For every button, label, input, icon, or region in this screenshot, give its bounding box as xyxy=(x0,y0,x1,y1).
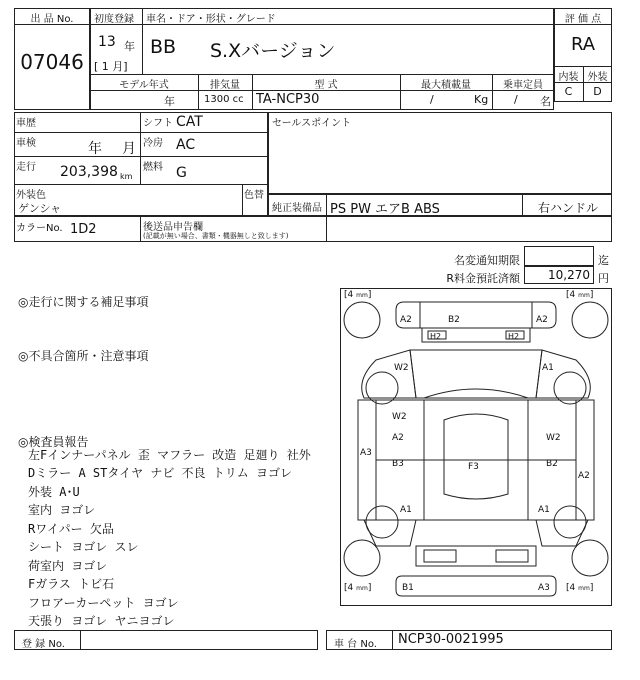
inspector-line: Rワイパー 欠品 xyxy=(28,522,114,536)
model-type: TA-NCP30 xyxy=(256,92,320,107)
mark-rocker-right: A2 xyxy=(578,471,590,481)
name-change-notice-box xyxy=(524,246,594,266)
mark-front-bumper-right: A2 xyxy=(536,315,548,325)
inspector-line: シート ヨゴレ スレ xyxy=(28,540,139,554)
overall-score: RA xyxy=(570,34,596,55)
mark-headlight-left: H2 xyxy=(430,332,442,341)
history-label: 車歴 xyxy=(16,118,36,129)
tire-rear-left-depth: [4 mm] xyxy=(344,583,372,593)
inspector-line: Dミラー A STタイヤ ナビ 不良 トリム ヨゴレ xyxy=(28,466,293,480)
displacement-label: 排気量 xyxy=(210,80,240,91)
mark-door-left-upper: A2 xyxy=(392,433,404,443)
equipment-label: 純正装備品 xyxy=(272,203,322,214)
recycle-fee: 10,270 xyxy=(548,268,590,282)
inspector-report-label: ◎検査員報告 xyxy=(18,435,89,449)
recycle-fee-label: R料金預託済額 xyxy=(446,272,520,285)
mark-headlight-right: H2 xyxy=(508,332,520,341)
car-damage-diagram xyxy=(340,288,612,606)
chassis-number-label: 車 台 No. xyxy=(334,639,377,650)
fuel-label: 燃料 xyxy=(143,162,163,173)
tire-rear-right-depth: [4 mm] xyxy=(566,583,594,593)
aftermarket-label: 後送品申告欄 xyxy=(143,222,203,233)
max-load-unit: Kg xyxy=(474,93,489,106)
inspection-label: 車検 xyxy=(16,138,36,149)
color-number: 1D2 xyxy=(70,222,97,237)
inspector-line: 外装 A･U xyxy=(28,485,80,499)
registration-month: [ 1 月] xyxy=(94,60,128,73)
mark-rear-bumper-left: B1 xyxy=(402,583,414,593)
capacity: / xyxy=(514,93,518,106)
inspector-line: Fガラス トビ石 xyxy=(28,577,115,591)
car-grade: S.Xバージョン xyxy=(210,40,336,62)
recycle-fee-unit: 円 xyxy=(598,272,609,285)
mark-quarter-left: A1 xyxy=(400,505,412,515)
mileage: 203,398 xyxy=(60,164,118,180)
inspector-line: フロアーカーペット ヨゴレ xyxy=(28,596,179,610)
mark-roof: F3 xyxy=(468,462,479,472)
name-change-notice-unit: 迄 xyxy=(598,254,609,267)
inspection-year: 年 xyxy=(88,141,102,157)
mark-door-left-lower: B3 xyxy=(392,459,404,469)
score-label: 評 価 点 xyxy=(564,14,602,25)
interior-score: C xyxy=(564,85,573,98)
model-year-label: モデル年式 xyxy=(119,80,169,91)
equipment: PS PW エアB ABS xyxy=(330,202,440,217)
inspector-line: 室内 ヨゴレ xyxy=(28,503,96,517)
mark-fender-right: A1 xyxy=(542,363,554,373)
running-notes-label: ◎走行に関する補足事項 xyxy=(18,295,149,309)
exterior-score: D xyxy=(593,85,602,98)
shift: CAT xyxy=(176,114,203,130)
color-number-box xyxy=(14,216,612,242)
fuel: G xyxy=(176,165,187,181)
sales-point-label: セールスポイント xyxy=(272,118,352,129)
aircon-label: 冷房 xyxy=(143,138,163,149)
body-color: ゲンシャ xyxy=(18,202,62,215)
chassis-number: NCP30-0021995 xyxy=(398,632,504,647)
mark-front-bumper-left: A2 xyxy=(400,315,412,325)
type-label: 型 式 xyxy=(314,80,338,91)
mark-rear-bumper-right: A3 xyxy=(538,583,550,593)
name-change-notice-label: 名変通知期限 xyxy=(454,254,520,267)
color-number-label: カラーNo. xyxy=(16,223,63,234)
color-change-label: 色替 xyxy=(244,190,264,201)
inspector-line: 左Fインナーパネル 歪 マフラー 改造 足廻り 社外 xyxy=(28,448,311,462)
mileage-unit: km xyxy=(120,172,133,181)
mark-quarter-right: A1 xyxy=(538,505,550,515)
mark-front-bumper-mid: B2 xyxy=(448,315,460,325)
lot-number: 07046 xyxy=(20,50,84,74)
mark-rocker-left: A3 xyxy=(360,448,372,458)
inspector-line: 天張り ヨゴレ ヤニヨゴレ xyxy=(28,614,175,628)
model-year-unit: 年 xyxy=(164,95,175,108)
registration-year: 13 xyxy=(98,34,116,50)
max-load-label: 最大積載量 xyxy=(421,80,471,91)
max-load: / xyxy=(430,93,434,106)
steering: 右ハンドル xyxy=(538,201,599,215)
aftermarket-note: (記載が無い場合、書類・機器無しと致します) xyxy=(143,232,289,240)
displacement: 1300 cc xyxy=(204,94,244,105)
tire-front-left xyxy=(344,302,380,338)
mark-door-right-upper: W2 xyxy=(546,433,561,443)
tire-rear-left xyxy=(344,540,380,576)
tire-rear-right xyxy=(572,540,608,576)
tire-front-left-depth: [4 mm] xyxy=(344,290,372,300)
inspection-month: 月 xyxy=(122,141,136,157)
capacity-unit: 名 xyxy=(540,95,551,108)
registration-year-unit: 年 xyxy=(124,40,135,53)
interior-label: 内装 xyxy=(558,72,579,83)
defects-label: ◎不具合箇所・注意事項 xyxy=(18,349,149,363)
registration-number-label: 登 録 No. xyxy=(22,639,65,650)
body-color-label: 外装色 xyxy=(16,190,46,201)
mark-door-right-lower: B2 xyxy=(546,459,558,469)
shift-label: シフト xyxy=(143,118,173,129)
mark-pillar-left: W2 xyxy=(392,412,407,422)
model-label: 車名・ドア・形状・グレード xyxy=(146,14,276,25)
capacity-label: 乗車定員 xyxy=(503,80,543,91)
tire-front-right xyxy=(572,302,608,338)
mileage-label: 走行 xyxy=(16,162,36,173)
registration-label: 初度登録 xyxy=(94,14,134,25)
lot-number-label: 出 品 No. xyxy=(30,14,74,25)
aircon: AC xyxy=(176,137,196,153)
tire-front-right-depth: [4 mm] xyxy=(566,290,594,300)
mark-fender-left: W2 xyxy=(394,363,409,373)
exterior-label: 外装 xyxy=(587,72,608,83)
car-name: BB xyxy=(150,36,177,58)
inspector-line: 荷室内 ヨゴレ xyxy=(28,559,108,573)
